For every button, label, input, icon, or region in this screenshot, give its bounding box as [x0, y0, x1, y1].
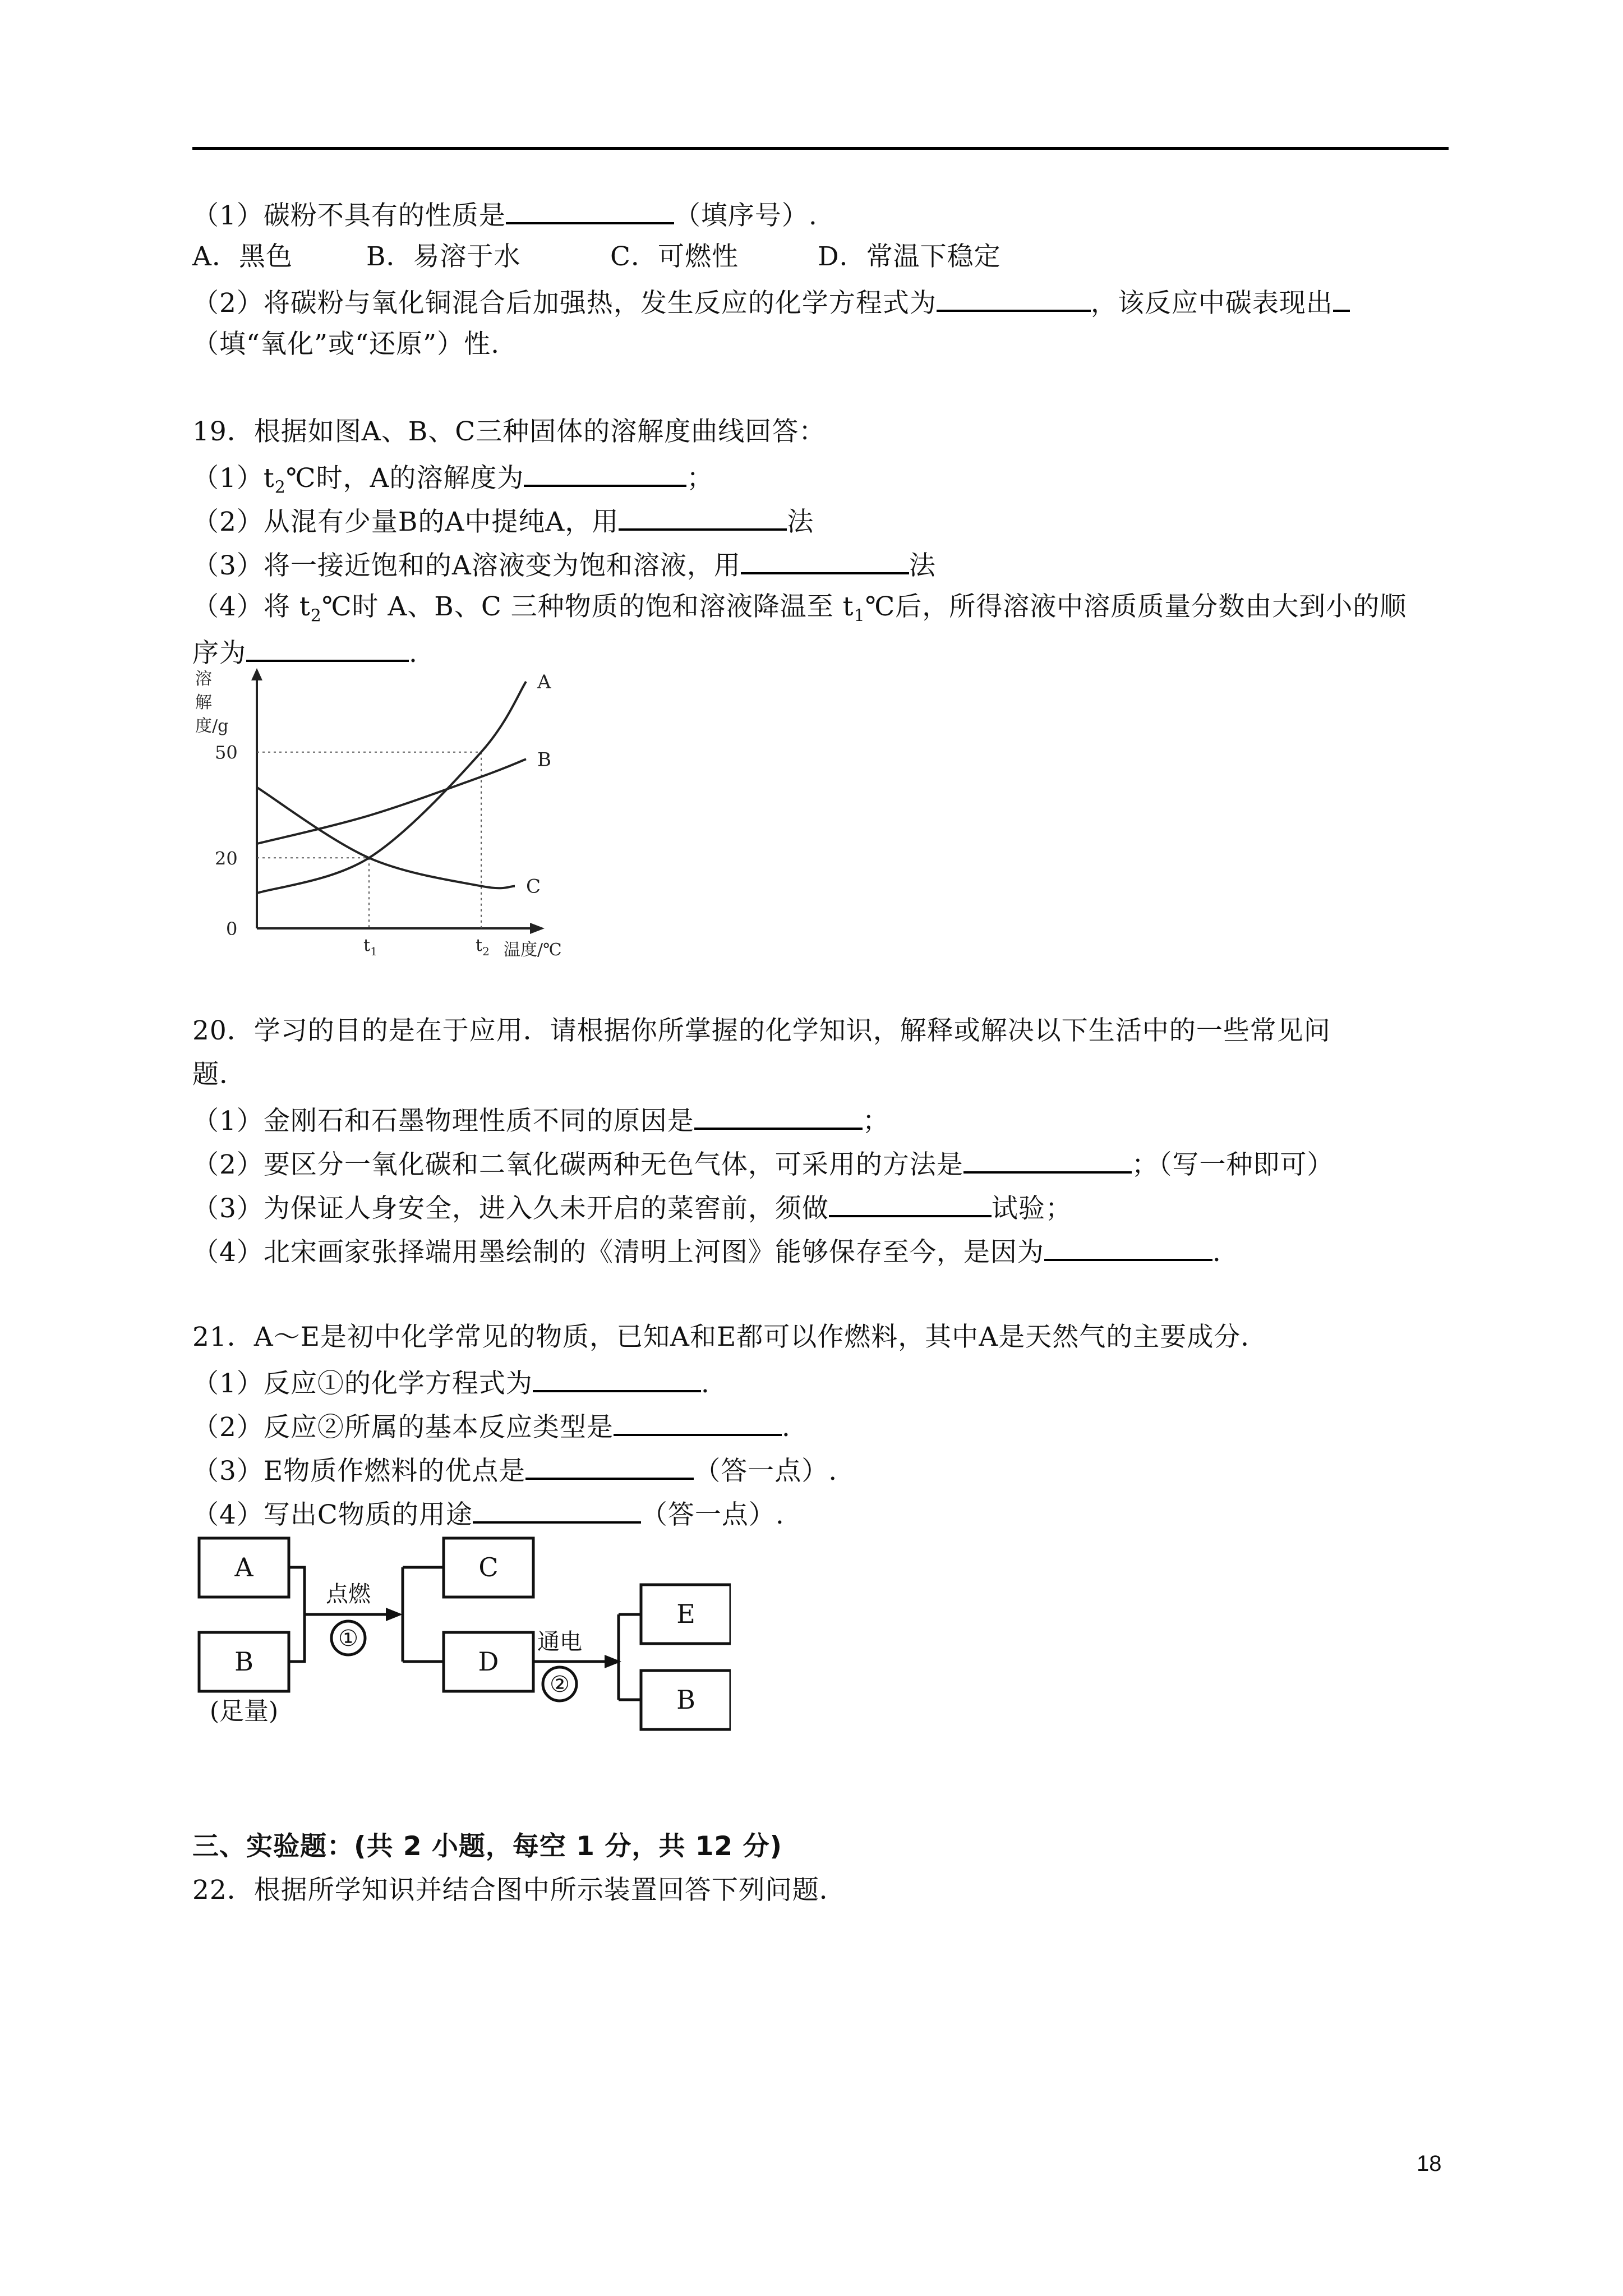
q19-part2-text: （2）从混有少量B的A中提纯A，用	[192, 507, 619, 537]
chart-axes	[251, 668, 545, 934]
q20-part1	[192, 1102, 889, 1138]
answer-blank[interactable]	[619, 503, 787, 531]
q21-part1-tail: .	[700, 1368, 710, 1399]
option-a: A．黑色	[192, 241, 293, 272]
q20-part1-tail: ；	[862, 1106, 889, 1137]
q21-part3-tail: （答一点）.	[694, 1456, 838, 1487]
q21-part3-text: （3）E物质作燃料的优点是	[192, 1456, 526, 1487]
answer-blank[interactable]	[1044, 1233, 1212, 1261]
q21-part1-text: （1）反应①的化学方程式为	[192, 1368, 533, 1399]
q21-part3	[192, 1452, 837, 1488]
y-axis-arrowhead	[251, 668, 262, 680]
q21-part2-tail: .	[781, 1412, 791, 1443]
reaction-diagram	[192, 1531, 731, 1733]
q19-part4-text-b: ℃时 A、B、C 三种物质的饱和溶液降温至 t	[321, 591, 854, 622]
box-c-label: C	[478, 1552, 499, 1582]
q18-part1-text: （1）碳粉不具有的性质是	[192, 200, 506, 231]
q19-part1-text-b: ℃时，A的溶解度为	[285, 463, 524, 494]
q21-part2	[192, 1408, 791, 1444]
answer-blank[interactable]	[937, 284, 1091, 312]
q20-stem-line2	[192, 1058, 246, 1092]
q20-stem-line2-text: 题．	[192, 1059, 246, 1090]
series-C-label: C	[526, 875, 541, 898]
q21-part4-text: （4）写出C物质的用途	[192, 1499, 473, 1530]
page-number: 18	[1417, 2151, 1442, 2176]
series-C-line	[257, 788, 515, 889]
arrow-2-label: 通电	[537, 1629, 582, 1655]
q19-part1	[192, 459, 714, 498]
subscript: 1	[854, 606, 865, 626]
q20-part4-text: （4）北宋画家张择端用墨绘制的《清明上河图》能够保存至今，是因为	[192, 1237, 1044, 1268]
q19-part4	[192, 590, 1407, 624]
q22-stem-text: 22．根据所学知识并结合图中所示装置回答下列问题．	[192, 1875, 846, 1906]
q20-part2-tail: ；（写一种即可）	[1131, 1149, 1334, 1180]
arrow-1-label: 点燃	[326, 1581, 371, 1607]
option-d: D．常温下稳定	[818, 241, 1001, 272]
arrow-1-head	[386, 1608, 403, 1621]
q19-part1-tail: ；	[686, 463, 714, 494]
q21-part4-tail: （答一点）.	[640, 1499, 785, 1530]
q20-part3-tail: 试验；	[991, 1193, 1072, 1224]
q19-part1-text: （1）t	[192, 463, 275, 494]
q21-stem-text: 21．A～E是初中化学常见的物质，已知A和E都可以作燃料，其中A是天然气的主要成分．	[192, 1322, 1268, 1352]
split-connector-1	[403, 1567, 444, 1662]
q19-stem	[192, 415, 826, 449]
series-B-label: B	[537, 748, 551, 771]
answer-blank[interactable]	[246, 634, 409, 662]
section-3-title-text: 三、实验题：(共 2 小题，每空 1 分，共 12 分)	[192, 1831, 782, 1862]
box-a-label: A	[234, 1552, 253, 1582]
solubility-chart	[192, 665, 585, 968]
option-b: B．易溶于水	[366, 241, 521, 272]
q19-part3-tail: 法	[909, 550, 936, 581]
q19-part4-text-c: ℃后，所得溶液中溶质质量分数由大到小的顺	[865, 591, 1407, 622]
answer-blank[interactable]	[694, 1102, 863, 1130]
answer-blank[interactable]	[829, 1189, 992, 1217]
split-connector-2	[619, 1614, 641, 1700]
q18-part1	[192, 196, 818, 233]
box-b-label: B	[234, 1646, 253, 1677]
q19-part4-text: （4）将 t	[192, 591, 311, 622]
answer-blank[interactable]	[963, 1145, 1132, 1174]
q19-stem-text: 19．根据如图A、B、C三种固体的溶解度曲线回答：	[192, 416, 826, 447]
q20-part4-tail: .	[1212, 1237, 1221, 1268]
q18-part2-line2	[192, 328, 500, 361]
y-axis-label: 解	[195, 693, 212, 712]
q21-stem	[192, 1320, 1267, 1354]
series-A-line	[257, 682, 526, 893]
x-tick-label: $t_2$	[476, 936, 490, 958]
q19-part4-tail: .	[409, 638, 418, 669]
q19-part2-tail: 法	[787, 507, 814, 537]
chart-labels	[195, 669, 562, 960]
option-c: C．可燃性	[610, 241, 739, 272]
q18-part2	[192, 284, 1350, 320]
q20-part3	[192, 1189, 1072, 1226]
answer-blank[interactable]	[506, 196, 674, 224]
q20-stem	[192, 1014, 1331, 1048]
x-axis-arrowhead	[530, 923, 545, 934]
q19-part3-text: （3）将一接近饱和的A溶液变为饱和溶液，用	[192, 550, 741, 581]
reaction-1-number: ①	[338, 1626, 358, 1651]
box-b-note: (足量)	[209, 1697, 279, 1726]
q19-part3	[192, 546, 936, 583]
q22-stem	[192, 1874, 846, 1907]
q18-part2-tail: ，该反应中碳表现出	[1090, 288, 1333, 319]
answer-blank[interactable]	[524, 459, 686, 487]
answer-blank[interactable]	[473, 1496, 641, 1524]
subscript: 2	[310, 606, 322, 626]
q19-part4-line2-text: 序为	[192, 638, 246, 669]
q20-stem-text: 20．学习的目的是在于应用．请根据你所掌握的化学知识，解释或解决以下生活中的一些常见问	[192, 1015, 1331, 1046]
y-tick-label: 20	[215, 848, 238, 869]
q20-part2-text: （2）要区分一氧化碳和二氧化碳两种无色气体，可采用的方法是	[192, 1149, 963, 1180]
series-A-label: A	[537, 671, 551, 693]
subscript: 2	[274, 477, 286, 498]
q21-part2-text: （2）反应②所属的基本反应类型是	[192, 1412, 614, 1443]
q19-part2	[192, 503, 814, 539]
section-3-title	[192, 1830, 782, 1864]
origin-label: 0	[226, 918, 238, 940]
q20-part4	[192, 1233, 1221, 1269]
y-axis-label: 溶	[195, 669, 212, 689]
answer-blank[interactable]	[614, 1408, 782, 1436]
box-b2-label: B	[676, 1685, 695, 1715]
y-tick-label: 50	[215, 742, 238, 763]
box-e-label: E	[676, 1599, 695, 1629]
answer-blank[interactable]	[1333, 284, 1350, 312]
box-d-label: D	[478, 1646, 499, 1677]
q18-part2-line2-text: （填“氧化”或“还原”）性.	[192, 329, 500, 360]
answer-blank[interactable]	[533, 1364, 701, 1392]
q18-part1-tail: （填序号）.	[674, 200, 818, 231]
x-axis-label: 温度/℃	[504, 940, 562, 960]
answer-blank[interactable]	[741, 546, 909, 574]
q20-part1-text: （1）金刚石和石墨物理性质不同的原因是	[192, 1106, 694, 1137]
answer-blank[interactable]	[525, 1452, 694, 1480]
merge-connector	[289, 1567, 305, 1662]
reaction-2-number: ②	[550, 1672, 570, 1697]
q20-part3-text: （3）为保证人身安全，进入久未开启的菜窖前，须做	[192, 1193, 829, 1224]
q21-part1	[192, 1364, 710, 1401]
x-tick-label: $t_1$	[363, 936, 377, 958]
y-axis-label: 度/g	[195, 716, 229, 736]
q20-part2	[192, 1145, 1334, 1182]
header-rule	[192, 147, 1449, 150]
chart-series	[257, 682, 526, 893]
q21-part4	[192, 1496, 785, 1532]
q18-part2-text: （2）将碳粉与氧化铜混合后加强热，发生反应的化学方程式为	[192, 288, 937, 319]
q18-options	[192, 240, 1001, 274]
series-B-line	[257, 759, 526, 844]
